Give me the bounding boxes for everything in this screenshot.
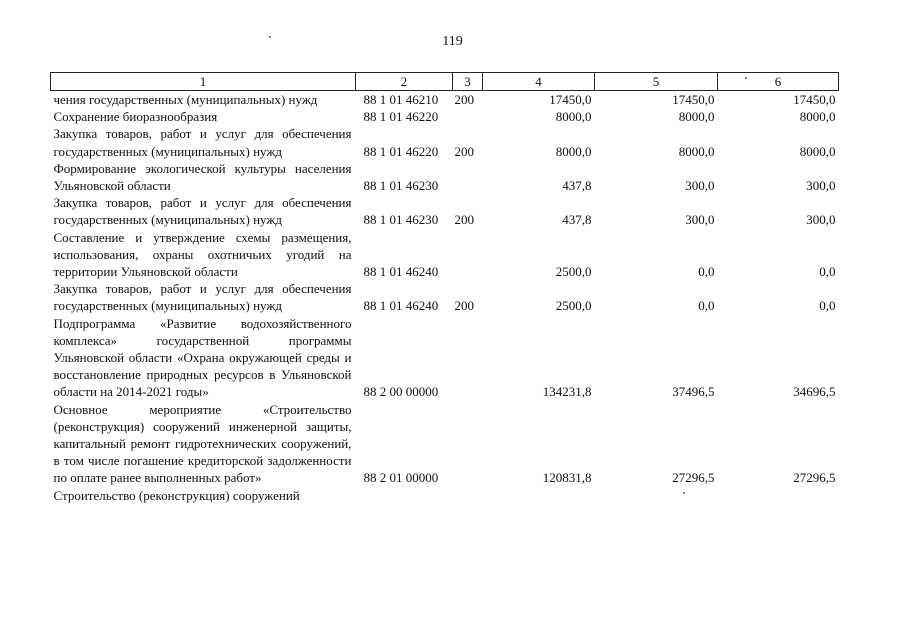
row-kvr: 200 [454,298,474,314]
row-value-4: 17450,0 [549,92,592,107]
row-code: 88 2 01 00000 [363,470,439,486]
scan-speck [683,492,685,494]
scan-speck [269,36,271,38]
row-kvr [453,160,483,194]
row-code [356,487,453,504]
row-value-6: 300,0 [806,178,836,194]
row-value-6: 27296,5 [793,470,836,486]
table-row [51,160,839,194]
row-value-4: 437,8 [562,178,592,194]
row-value-6: 0,0 [819,298,836,314]
row-code: 88 1 01 46240 [363,298,439,314]
row-value-4: 134231,8 [542,384,592,400]
row-kvr [453,315,483,401]
row-code: 88 1 01 46220 [363,143,439,159]
row-code: 88 1 01 46240 [363,264,439,280]
table-row [51,194,839,228]
row-value-5: 300,0 [685,212,715,228]
table-row [51,125,839,159]
row-code: 88 1 01 46220 [363,109,439,125]
table-row [51,91,839,109]
table-row [51,108,839,125]
row-value-6: 17450,0 [793,92,836,107]
table-header-row [51,73,839,91]
table-row [51,401,839,487]
row-name: Закупка товаров, работ и услуг для обеспечения государственных (муниципальных) нужд [53,195,352,228]
row-value-6: 8000,0 [799,143,836,159]
table-row [51,315,839,401]
row-name: Закупка товаров, работ и услуг для обеспечения государственных (муниципальных) нужд [53,126,352,159]
row-name: Строительство (реконструкция) сооружений [53,487,300,503]
row-code: 88 1 01 46210 [363,92,439,107]
row-value-4: 2500,0 [555,298,592,314]
row-value-4: 437,8 [562,212,592,228]
row-value-6: 8000,0 [799,109,836,125]
header-col-5: 5 [595,73,718,91]
scan-speck [745,77,747,79]
row-value-5: 27296,5 [672,470,715,486]
row-name: Подпрограмма «Развитие водохозяйственного комплекса» государственной программы Ульяновской области «Охрана окружающей среды и восстановление природных ресурсов в Ульяновской области на 2014-2021 годы» [53,315,352,400]
row-value-6: 0,0 [819,264,836,280]
header-col-6: 6 [718,73,839,91]
page-number: 119 [442,34,463,49]
table-row [51,280,839,314]
row-value-5: 300,0 [685,178,715,194]
row-value-5: 0,0 [698,298,715,314]
row-value-5: 17450,0 [672,92,715,107]
row-kvr [453,401,483,487]
row-value-5: 8000,0 [678,143,715,159]
row-value-6: 34696,5 [793,384,836,400]
row-name: чения государственных (муниципальных) нужд [53,92,318,107]
row-value-4 [483,487,595,504]
header-col-4: 4 [483,73,595,91]
row-name: Закупка товаров, работ и услуг для обеспечения государственных (муниципальных) нужд [53,281,352,314]
row-value-5: 37496,5 [672,384,715,400]
row-value-5: 8000,0 [678,109,715,125]
row-kvr [453,487,483,504]
row-name: Формирование экологической культуры населения Ульяновской области [53,160,352,194]
row-code: 88 1 01 46230 [363,178,439,194]
row-value-6: 300,0 [806,212,836,228]
row-value-6 [718,487,839,504]
row-kvr: 200 [454,92,474,107]
row-value-5 [595,487,718,504]
row-name: Сохранение биоразнообразия [53,109,218,125]
header-col-1: 1 [51,73,356,91]
row-value-4: 120831,8 [542,470,592,486]
row-value-4: 2500,0 [555,264,592,280]
row-name: Основное мероприятие «Строительство (реконструкция) сооружений инженерной защиты, капитальный ремонт гидротехнических сооружений, в том числе погашение кредиторской задолженности по оплате ранее выполненных работ» [53,401,352,486]
row-kvr: 200 [454,212,474,228]
row-kvr: 200 [454,143,474,159]
row-name: Составление и утверждение схемы размещения, использования, охраны охотничьих угодий на территории Ульяновской области [53,229,352,280]
budget-table [50,72,839,504]
row-value-4: 8000,0 [555,109,592,125]
table-row [51,229,839,281]
table-row [51,487,839,504]
row-kvr [453,108,483,125]
row-code: 88 2 00 00000 [363,384,439,400]
header-col-3: 3 [453,73,483,91]
row-value-4: 8000,0 [555,143,592,159]
row-value-5: 0,0 [698,264,715,280]
row-kvr [453,229,483,281]
row-code: 88 1 01 46230 [363,212,439,228]
header-col-2: 2 [356,73,453,91]
